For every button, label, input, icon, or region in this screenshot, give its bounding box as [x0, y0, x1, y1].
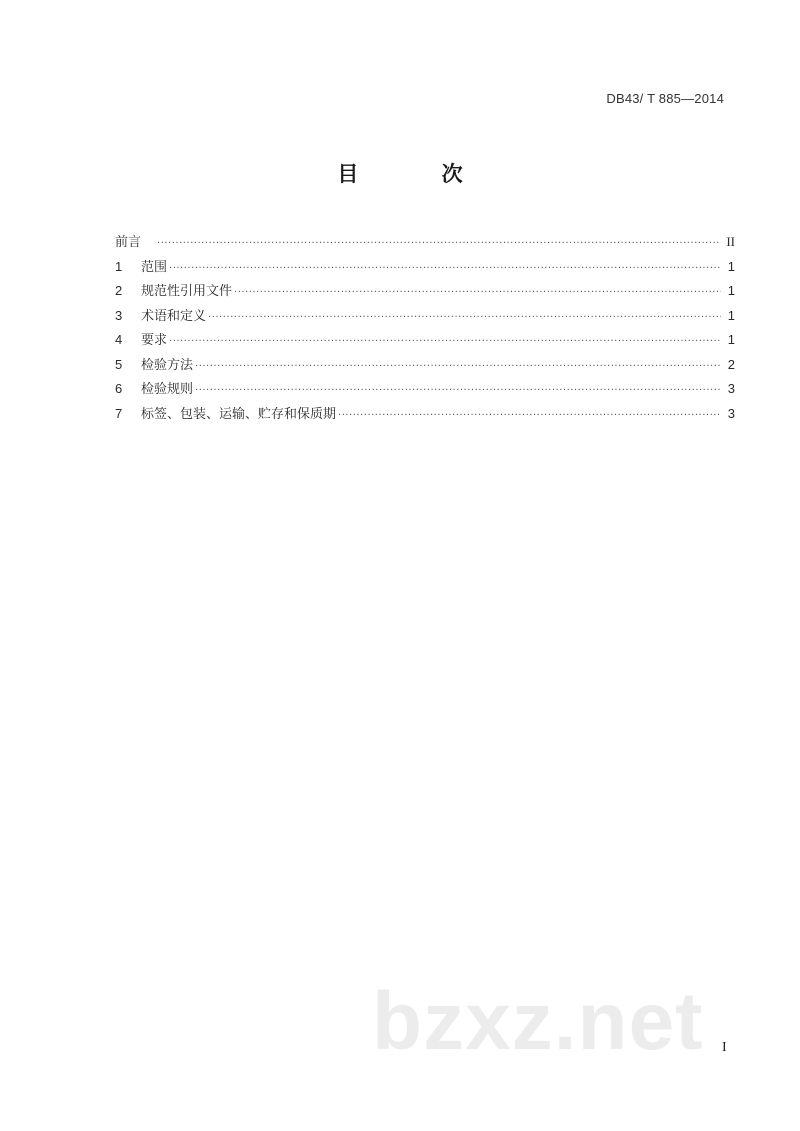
- toc-leader-dots: [169, 336, 721, 347]
- toc-entry-page: 1: [727, 283, 735, 298]
- toc-leader-dots: [208, 312, 721, 323]
- document-code: DB43/ T 885—2014: [606, 91, 724, 106]
- toc-entry-page: 3: [727, 405, 735, 421]
- toc-entry-page: 3: [727, 381, 735, 396]
- toc-entry-terms-definitions[interactable]: [115, 305, 735, 330]
- toc-entry-labeling-packaging[interactable]: [115, 403, 735, 428]
- toc-entry-label: 要求: [141, 333, 168, 348]
- toc-entry-number: 3: [115, 307, 123, 323]
- page-number: I: [722, 1040, 727, 1055]
- toc-entry-label: 检验规则: [141, 382, 194, 397]
- toc-entry-page: 1: [727, 332, 735, 347]
- toc-leader-dots: [195, 385, 721, 396]
- toc-entry-page: 2: [727, 356, 735, 372]
- toc-entry-page: 1: [727, 258, 735, 274]
- toc-leader-dots: [195, 361, 721, 372]
- toc-entry-label: 范围: [141, 259, 168, 275]
- toc-entry-number: 6: [115, 381, 123, 396]
- toc-entry-number: 2: [115, 283, 123, 298]
- watermark-logo: bzxz.net: [372, 976, 704, 1067]
- toc-leader-dots: [338, 410, 721, 421]
- toc-entry-foreword[interactable]: [115, 231, 735, 256]
- toc-entry-page: 1: [727, 307, 735, 323]
- toc-entry-label: 规范性引用文件: [141, 284, 233, 299]
- toc-leader-dots: [234, 287, 721, 298]
- toc-leader-dots: [169, 263, 721, 274]
- toc-entry-label: 检验方法: [141, 357, 194, 373]
- table-of-contents: [115, 231, 735, 427]
- toc-entry-test-methods[interactable]: [115, 354, 735, 379]
- toc-entry-number: 7: [115, 405, 123, 421]
- toc-entry-label: 术语和定义: [141, 308, 207, 324]
- toc-entry-scope[interactable]: [115, 256, 735, 281]
- toc-entry-number: 5: [115, 356, 123, 372]
- toc-entry-page: II: [726, 234, 735, 249]
- toc-entry-number: 4: [115, 332, 123, 347]
- toc-entry-label: 标签、包装、运输、贮存和保质期: [141, 406, 337, 422]
- toc-entry-requirements[interactable]: [115, 329, 735, 354]
- toc-title: 目 次: [337, 162, 501, 186]
- toc-entry-normative-references[interactable]: [115, 280, 735, 305]
- toc-entry-label: 前言: [115, 235, 142, 250]
- toc-leader-dots: [157, 238, 721, 249]
- toc-entry-inspection-rules[interactable]: [115, 378, 735, 403]
- toc-entry-number: 1: [115, 258, 123, 274]
